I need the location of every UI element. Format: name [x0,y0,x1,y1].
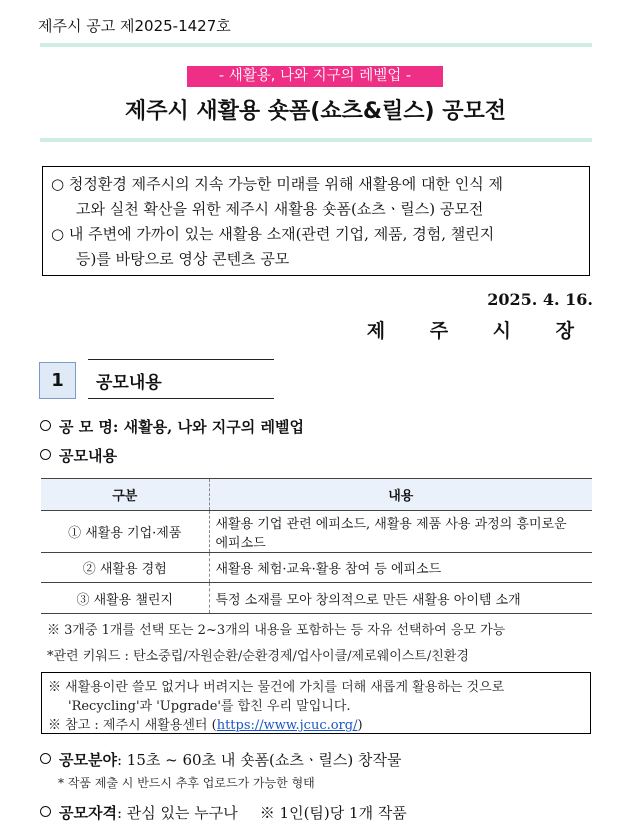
ref-line-2: 'Recycling'과 'Upgrade'를 합친 우리 말입니다. [68,699,351,714]
keywords-note: *관련 키워드 : 탄소중립/자원순환/순환경제/업사이클/제로웨이스트/친환경 [47,649,469,664]
contest-name: 공 모 명: 새활용, 나와 지구의 레벨업 [40,416,304,437]
notice-number: 제주시 공고 제2025-1427호 [38,17,231,35]
ref-line-1: ※ 새활용이란 쓸모 없거나 버려지는 물건에 가치를 더해 새롭게 활용하는 것으로 [48,680,505,695]
table-header-category: 구분 [41,479,209,511]
table-cell-category: ① 새활용 기업·제품 [41,511,209,553]
page-title: 제주시 새활용 숏폼(쇼츠&릴스) 공모전 [124,99,507,124]
content-table [41,478,592,614]
intro-box [42,166,590,276]
announcement-date: 2025. 4. 16. [487,290,593,309]
section-title: 공모내용 [96,373,162,393]
table-cell-content: 새활용 기업 관련 에피소드, 새활용 제품 사용 과정의 흥미로운 에피소드 [209,511,592,553]
upload-note: * 작품 제출 시 반드시 추후 업로드가 가능한 형태 [58,776,315,790]
circle-bullet-icon [40,806,51,817]
title-divider [40,138,592,142]
header-divider [40,43,592,47]
section-rule-bottom [88,398,274,399]
intro-line-3: ○ 내 주변에 가까이 있는 새활용 소재(관련 기업, 제품, 경험, 챌린지 [51,225,495,243]
table-cell-content: 특정 소재를 모아 창의적으로 만든 새활용 아이템 소개 [209,583,592,614]
selection-note: ※ 3개중 1개를 선택 또는 2~3개의 내용을 포함하는 등 자유 선택하여 응모 가능 [47,623,506,638]
table-row [41,553,592,583]
circle-bullet-icon [40,449,51,460]
circle-bullet-icon [40,753,51,764]
intro-line-4: 등)를 바탕으로 영상 콘텐츠 공모 [76,250,290,268]
table-cell-category: ② 새활용 경험 [41,553,209,583]
ref-line-3: ※ 참고 : 제주시 새활용센터 (https://www.jcuc.org/) [48,718,363,733]
contest-field: 공모분야: 15초 ~ 60초 내 숏폼(쇼츠ㆍ릴스) 창작물 [40,749,401,770]
section-number: 1 [39,362,76,399]
circle-bullet-icon [40,420,51,431]
table-header-content: 내용 [209,479,592,511]
eligibility: 공모자격: 관심 있는 누구나 ※ 1인(팀)당 1개 작품 [40,802,407,823]
intro-line-2: 고와 실천 확산을 위한 제주시 새활용 숏폼(쇼츠ㆍ릴스) 공모전 [76,200,484,218]
intro-line-1: ○ 청정환경 제주시의 지속 가능한 미래를 위해 새활용에 대한 인식 제 [51,175,504,193]
issuer-name: 제 주 시 장 [366,320,593,342]
intro-bullet-1: ○ [51,175,65,193]
table-header-row [41,479,592,511]
table-cell-content: 새활용 체험·교육·활용 참여 등 에피소드 [209,553,592,583]
subtitle-banner: - 새활용, 나와 지구의 레벨업 - [187,66,443,87]
reference-link[interactable]: https://www.jcuc.org/ [216,718,358,733]
contest-content-heading: 공모내용 [40,445,117,466]
table-row [41,511,592,553]
section-rule-top [88,359,274,360]
reference-box [41,672,591,734]
table-row [41,583,592,614]
table-cell-category: ③ 새활용 챌린지 [41,583,209,614]
intro-bullet-2: ○ [51,225,65,243]
